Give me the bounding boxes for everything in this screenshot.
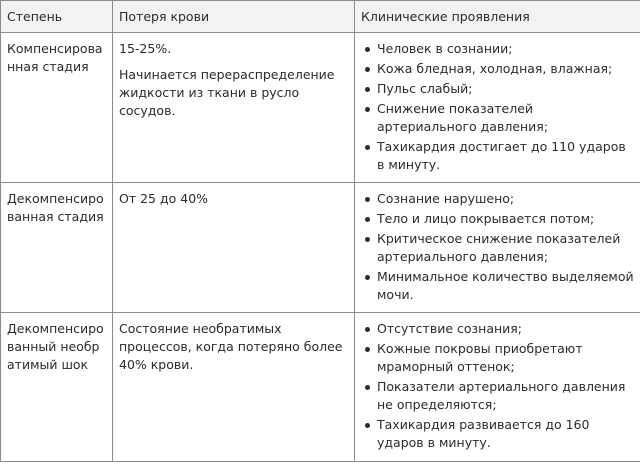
clinical-signs-cell <box>355 313 640 462</box>
list-item: Снижение показателей артериального давления; <box>377 100 634 136</box>
header-clinical-signs: Клинические проявления <box>355 1 640 33</box>
list-item: Тахикардия развивается до 160 ударов в минуту. <box>377 416 634 452</box>
list-item: Тело и лицо покрывается потом; <box>377 210 634 228</box>
stage-cell: Декомпенсированная стадия <box>1 183 113 313</box>
list-item: Человек в сознании; <box>377 40 634 58</box>
stage-cell: Компенсированная стадия <box>1 33 113 183</box>
table-header-row <box>1 1 640 33</box>
symptom-list <box>361 320 634 452</box>
symptom-list <box>361 190 634 304</box>
blood-loss-cell <box>113 33 355 183</box>
table-row <box>1 33 640 183</box>
blood-loss-note: Начинается перераспределение жидкости из ткани в русло сосудов. <box>119 67 335 118</box>
blood-loss-note: Состояние необратимых процессов, когда потеряно более 40% крови. <box>119 321 343 372</box>
header-stage: Степень <box>1 1 113 33</box>
list-item: Пульс слабый; <box>377 80 634 98</box>
list-item: Отсутствие сознания; <box>377 320 634 338</box>
list-item: Показатели артериального давления не определяются; <box>377 378 634 414</box>
list-item: Сознание нарушено; <box>377 190 634 208</box>
table-row <box>1 313 640 462</box>
list-item: Критическое снижение показателей артериального давления; <box>377 230 634 266</box>
list-item: Кожные покровы приобретают мраморный оттенок; <box>377 340 634 376</box>
clinical-signs-cell <box>355 33 640 183</box>
blood-loss-percent: 15-25%. <box>119 41 172 56</box>
list-item: Тахикардия достигает до 110 ударов в минуту. <box>377 138 634 174</box>
header-blood-loss: Потеря крови <box>113 1 355 33</box>
blood-loss-cell <box>113 313 355 462</box>
clinical-signs-cell <box>355 183 640 313</box>
symptom-list <box>361 40 634 174</box>
blood-loss-cell <box>113 183 355 313</box>
stage-cell: Декомпенсированный необратимый шок <box>1 313 113 462</box>
blood-loss-percent: От 25 до 40% <box>119 191 209 206</box>
table-row <box>1 183 640 313</box>
list-item: Минимальное количество выделяемой мочи. <box>377 269 634 302</box>
list-item: Кожа бледная, холодная, влажная; <box>377 60 634 78</box>
